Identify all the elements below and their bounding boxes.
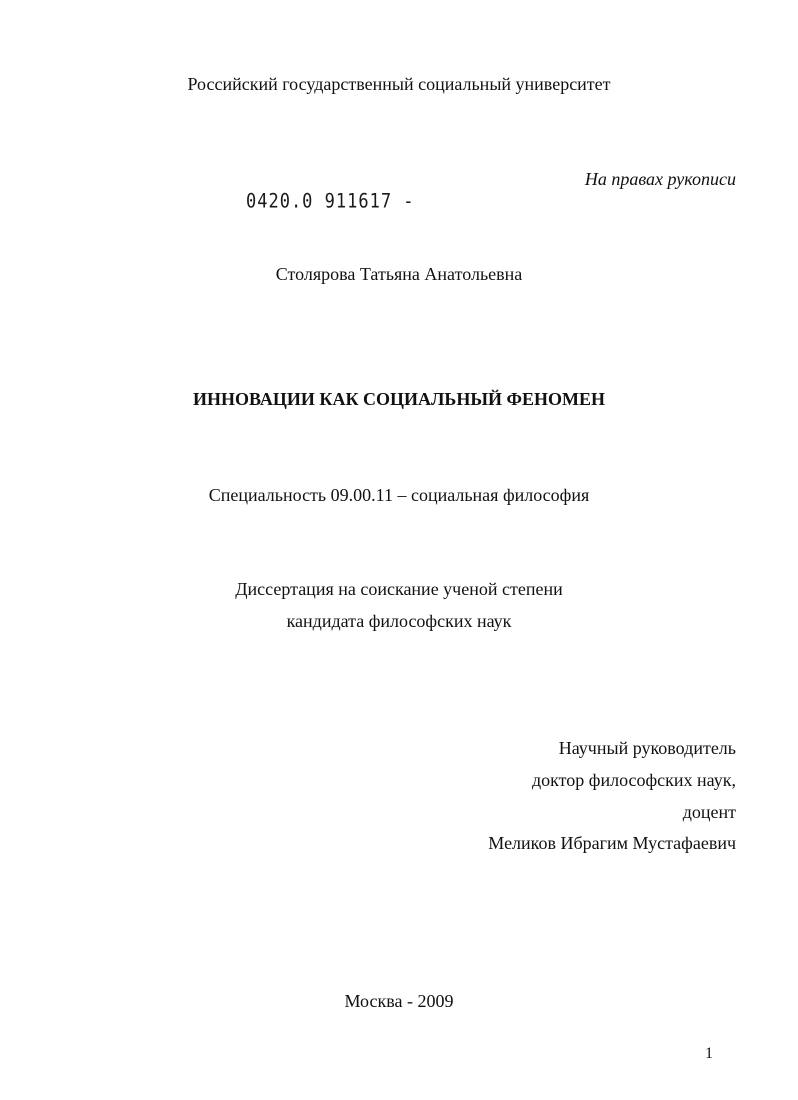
supervisor-rank: доцент <box>682 802 736 822</box>
catalog-number-stamp: 0420.0 911617 - <box>246 190 415 213</box>
dissertation-degree-line-1: Диссертация на соискание ученой степени <box>235 579 563 599</box>
dissertation-title: ИННОВАЦИИ КАК СОЦИАЛЬНЫЙ ФЕНОМЕН <box>193 389 605 409</box>
manuscript-note: На правах рукописи <box>584 169 736 189</box>
specialty-line: Специальность 09.00.11 – социальная философия <box>208 485 590 505</box>
university-name: Российский государственный социальный университет <box>187 74 611 94</box>
supervisor-name: Меликов Ибрагим Мустафаевич <box>488 833 736 853</box>
page-number: 1 <box>705 1045 713 1062</box>
place-and-year: Москва - 2009 <box>344 991 454 1011</box>
dissertation-degree-line-2: кандидата философских наук <box>286 611 512 631</box>
author-name: Столярова Татьяна Анатольевна <box>275 264 523 284</box>
supervisor-label: Научный руководитель <box>558 738 736 758</box>
supervisor-degree: доктор философских наук, <box>532 770 736 790</box>
